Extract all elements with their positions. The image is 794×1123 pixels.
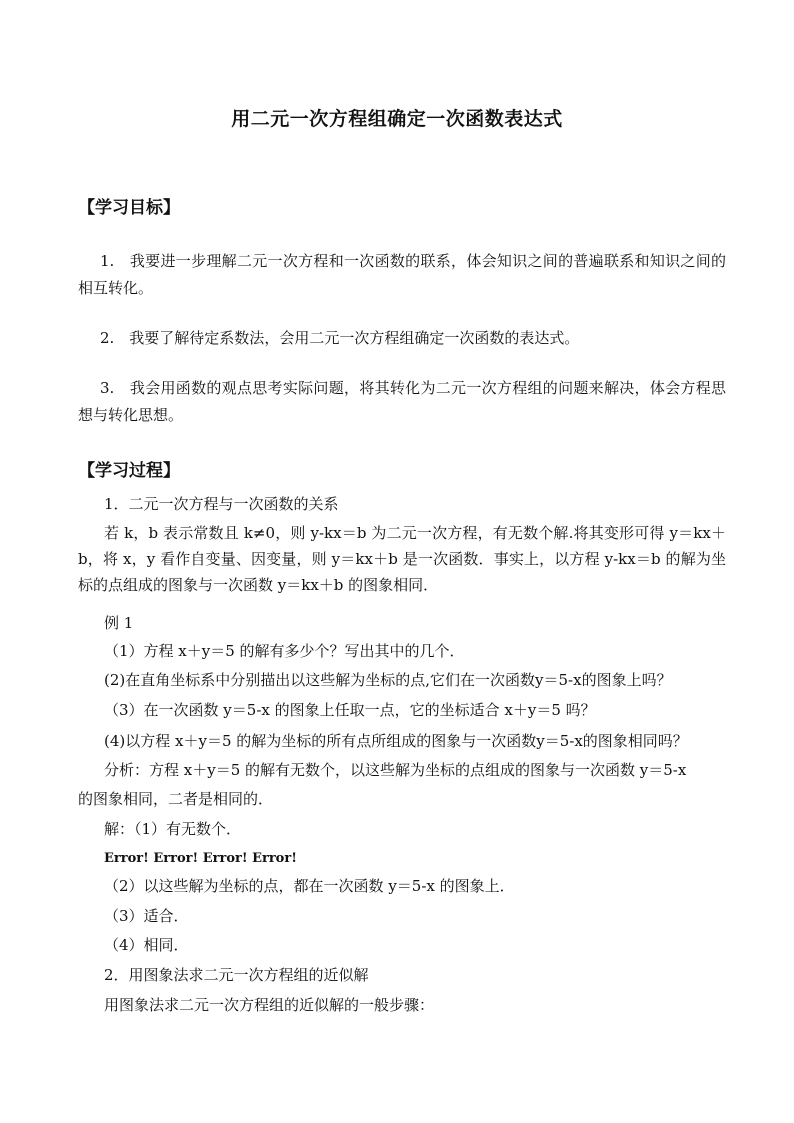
analysis-line-2: 的图象相同，二者是相同的． [78, 790, 274, 808]
goal-item-2: 2. 我要了解待定系数法，会用二元一次方程组确定一次函数的表达式。 [100, 329, 580, 347]
section-heading-goals: 【学习目标】 [78, 198, 180, 218]
goal-item-1: 1. 我要进一步理解二元一次方程和一次函数的联系，体会知识之间的普遍联系和知识之间的相互转化。 [78, 252, 726, 297]
answer-4: （4）相同． [104, 936, 189, 954]
graph-method-intro: 用图象法求二元一次方程组的近似解的一般步骤： [104, 996, 435, 1014]
question-4: (4)以方程 x＋y＝5 的解为坐标的所有点所组成的图象与一次函数y＝5-x的图象相同吗？ [104, 732, 688, 750]
subsection-title-1: 1．二元一次方程与一次函数的关系 [104, 495, 339, 513]
question-1: （1）方程 x＋y＝5 的解有多少个？写出其中的几个． [104, 642, 465, 660]
analysis-line-1: 分析：方程 x＋y＝5 的解有无数个，以这些解为坐标的点组成的图象与一次函数 y＝5-x [104, 761, 687, 779]
example-label: 例 1 [104, 614, 134, 632]
answer-2: （2）以这些解为坐标的点，都在一次函数 y＝5-x 的图象上． [104, 877, 515, 895]
relationship-paragraph: 若 k，b 表示常数且 k≠0，则 y-kx＝b 为二元一次方程，有无数个解.将其变形可得 y＝kx＋b，将 x，y 看作自变量、因变量，则 y＝kx＋b 是一次函数．事实上，以方程 y-kx＝b 的解为坐标的点组成的图象与一次函数 y＝kx＋b 的图象相同． [78, 524, 726, 594]
question-3: （3）在一次函数 y＝5-x 的图象上任取一点，它的坐标适合 x＋y＝5 吗？ [104, 701, 596, 719]
answer-3: （3）适合． [104, 907, 189, 925]
solution-label: 解：（1）有无数个． [104, 820, 242, 838]
question-2: (2)在直角坐标系中分别描出以这些解为坐标的点,它们在一次函数y＝5-x的图象上吗？ [104, 671, 672, 689]
goal-item-3: 3. 我会用函数的观点思考实际问题，将其转化为二元一次方程组的问题来解决，体会方程思想与转化思想。 [78, 379, 726, 424]
subsection-title-2: 2．用图象法求二元一次方程组的近似解 [104, 966, 369, 984]
document-title: 用二元一次方程组确定一次函数表达式 [231, 108, 563, 130]
section-heading-process: 【学习过程】 [78, 461, 180, 481]
error-placeholder-text: Error! Error! Error! Error! [104, 851, 297, 866]
